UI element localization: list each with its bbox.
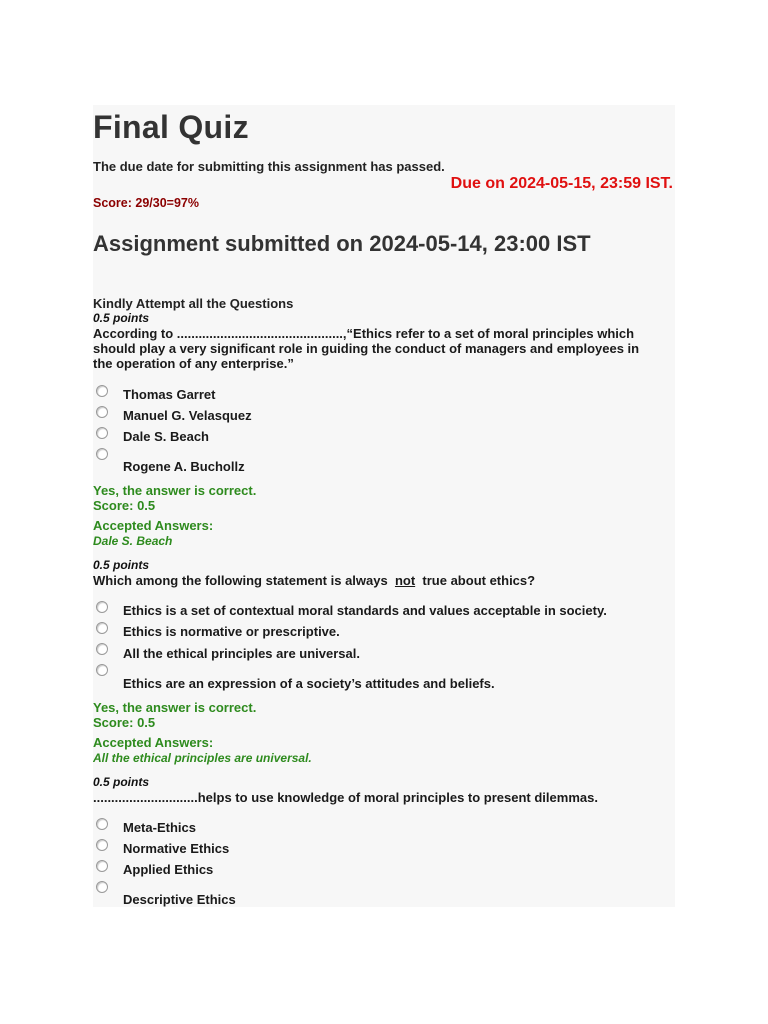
question-2-option-3-label[interactable]: All the ethical principles are universal.	[123, 646, 360, 661]
question-2-option-4-label[interactable]: Ethics are an expression of a society’s attitudes and beliefs.	[123, 676, 495, 691]
question-2-score: Score: 0.5	[93, 715, 156, 730]
score-value: 29/30=97%	[135, 196, 199, 210]
question-2-text-emphasis: not	[394, 573, 416, 588]
question-2-accepted-answer: All the ethical principles are universal.	[93, 751, 312, 765]
question-3-option-2-radio[interactable]	[96, 839, 108, 851]
question-3-option-1-radio[interactable]	[96, 818, 108, 830]
submission-heading: Assignment submitted on 2024-05-14, 23:00 IST	[93, 231, 591, 256]
question-2-option-3-radio[interactable]	[96, 643, 108, 655]
question-1-option-1-label[interactable]: Thomas Garret	[123, 387, 216, 402]
question-2-points: 0.5 points	[93, 558, 150, 572]
question-1-option-2-radio[interactable]	[96, 406, 108, 418]
question-2-text	[93, 573, 653, 588]
question-3-option-4-radio[interactable]	[96, 881, 108, 893]
question-3-points: 0.5 points	[93, 775, 150, 789]
total-score	[93, 196, 199, 210]
question-2-option-2-label[interactable]: Ethics is normative or prescriptive.	[123, 624, 340, 639]
question-2-text-end: true about ethics?	[418, 573, 536, 588]
question-2-text-start: Which among the following statement is always	[93, 573, 392, 588]
question-1-accepted-label: Accepted Answers:	[93, 518, 214, 533]
page-title: Final Quiz	[93, 109, 249, 145]
question-3-option-2-label[interactable]: Normative Ethics	[123, 841, 230, 856]
question-3-option-3-label[interactable]: Applied Ethics	[123, 862, 214, 877]
question-2-feedback: Yes, the answer is correct.	[93, 700, 257, 715]
question-2-option-4-radio[interactable]	[96, 664, 108, 676]
question-2-option-2-radio[interactable]	[96, 622, 108, 634]
question-1-option-4-radio[interactable]	[96, 448, 108, 460]
due-passed-notice: The due date for submitting this assignment has passed.	[93, 159, 445, 174]
question-1-points: 0.5 points	[93, 311, 150, 325]
question-1-text: According to ..............................................,“Ethics refer to a set of moral principles which should play a very significant role in guiding the conduct of managers and employees in the operation of any enterprise.”	[93, 326, 640, 371]
due-date: Due on 2024-05-15, 23:59 IST.	[450, 175, 673, 192]
quiz-panel	[93, 105, 675, 907]
score-label: Score:	[93, 196, 132, 210]
question-1-option-2-label[interactable]: Manuel G. Velasquez	[123, 408, 252, 423]
question-1-option-3-radio[interactable]	[96, 427, 108, 439]
question-1-feedback: Yes, the answer is correct.	[93, 483, 257, 498]
question-3-text: .............................helps to use knowledge of moral principles to present dilemmas.	[93, 790, 598, 805]
question-1-option-3-label[interactable]: Dale S. Beach	[123, 429, 209, 444]
question-3-option-4-label[interactable]: Descriptive Ethics	[123, 892, 236, 907]
question-3-option-1-label[interactable]: Meta-Ethics	[123, 820, 196, 835]
question-1-accepted-answer: Dale S. Beach	[93, 534, 173, 548]
question-1-score: Score: 0.5	[93, 498, 156, 513]
question-1-option-4-label[interactable]: Rogene A. Buchollz	[123, 459, 245, 474]
instructions: Kindly Attempt all the Questions	[93, 296, 294, 311]
question-2-accepted-label: Accepted Answers:	[93, 735, 214, 750]
question-2-option-1-label[interactable]: Ethics is a set of contextual moral standards and values acceptable in society.	[123, 603, 607, 618]
question-2-option-1-radio[interactable]	[96, 601, 108, 613]
question-1-option-1-radio[interactable]	[96, 385, 108, 397]
question-3-option-3-radio[interactable]	[96, 860, 108, 872]
